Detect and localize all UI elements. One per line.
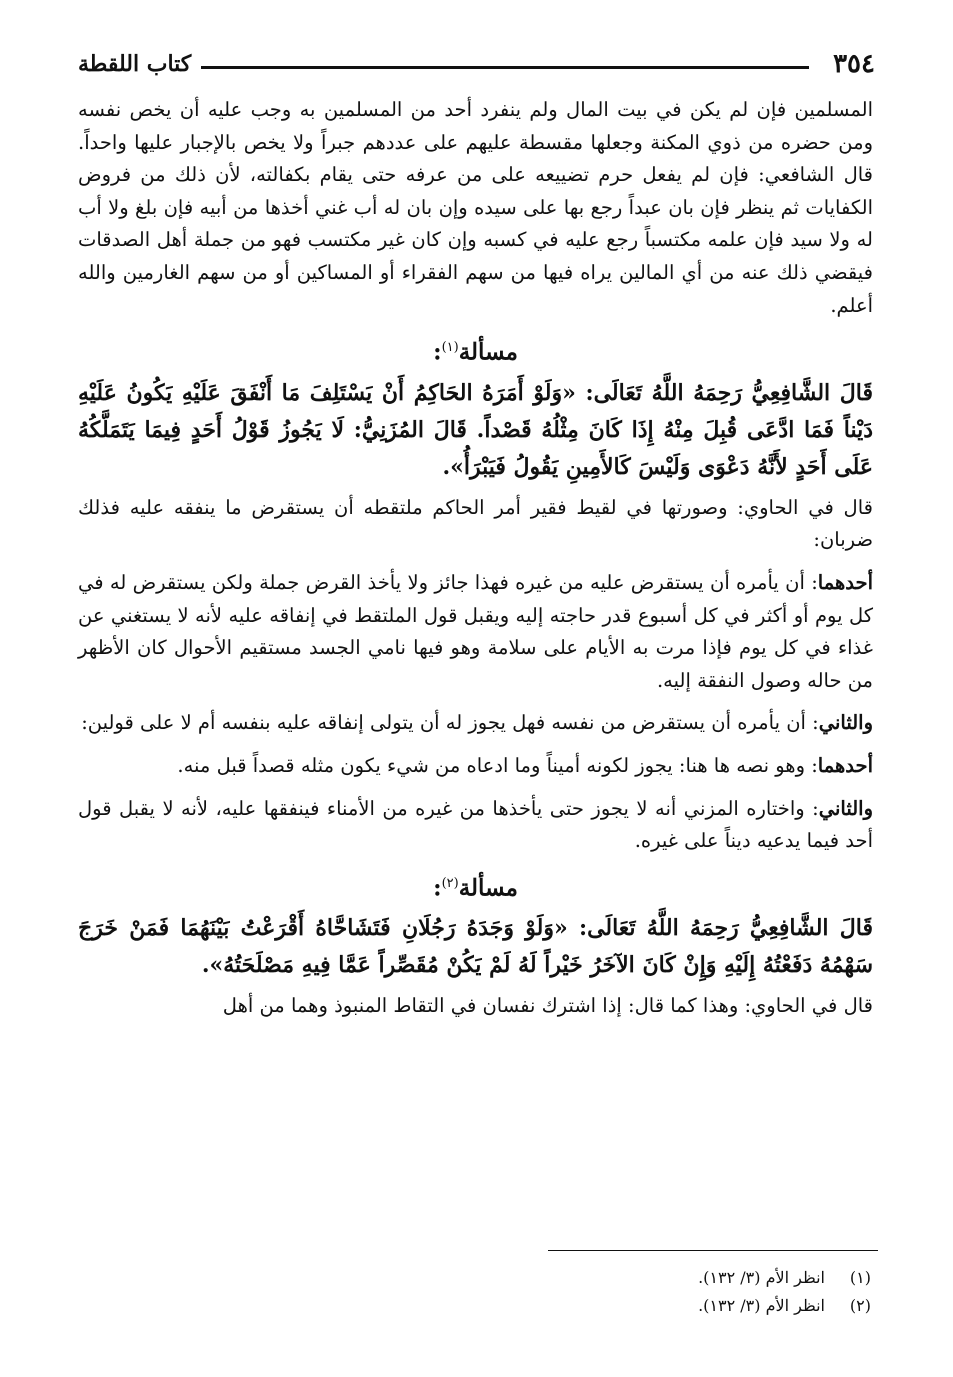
masala-2-colon: :	[433, 874, 442, 902]
footnote-number: (١)	[849, 1268, 871, 1287]
footnote-ref-2[interactable]: (٢)	[441, 875, 459, 891]
page-number: ٣٥٤	[833, 49, 875, 79]
paragraph-text: : أن يأمره أن يستقرض من نفسه فهل يجوز له أن يتولى إنفاقه عليه بنفسه أم لا على قولين:	[81, 711, 819, 735]
footnote-ref-1[interactable]: (١)	[441, 340, 459, 356]
paragraph-text: : وهو نصه ها هنا: يجوز لكونه أميناً وما ادعاه من شيء يكون مثله قصداً قبل منه.	[177, 753, 818, 777]
masala-2-paragraph-1: قال في الحاوي: وهذا كما قال: إذا اشترك نفسان في التقاط المنبوذ وهما من أهل	[222, 994, 873, 1018]
paragraph-lead: والثاني	[818, 711, 873, 735]
page-header	[78, 44, 875, 84]
masala-2-quote: قَالَ الشَّافِعِيُّ رَحِمَهُ اللَّهُ تَعَالَى: «وَلَوْ وَجَدَهُ رَجُلَانِ فَتَشَاحَّاهُ أَقْرَعْتُ بَيْنَهُمَا فَمَنْ خَرَجَ سَهْمُهُ دَفَعْتُهُ إِلَيْهِ وَإِنْ كَانَ الآخَرُ خَيْراً لَهُ لَمْ يَكُنْ مُقَصِّراً عَمَّا فِيهِ مَصْلَحَتُهُ».	[78, 915, 873, 979]
masala-1-paragraph-1: قال في الحاوي: وصورتها في لقيط فقير أمر الحاكم ملتقطه أن يستقرض ما ينفقه عليه فذلك ضربان:	[78, 495, 873, 552]
footnote-text: انظر الأم (٣/ ١٣٢).	[698, 1268, 825, 1287]
paragraph-text: : أن يأمره أن يستقرض عليه من غيره فهذا جائز ولا يأخذ القرض جملة ولكن يستقرض له في كل يوم أو أكثر في كل أسبوع قدر حاجته إليه ويقبل قول الملتقط في إنفاقه عليه لأنه لا يستغني عن غذاء في كل يوم فإذا مرت به الأيام على سلامة وهو فيها نامي الجسد مستقيم الأحوال كان الأظهر من حاله وصول النفقة إليه.	[78, 571, 873, 692]
paragraph-lead: أحدهما	[817, 753, 873, 777]
masala-1-paragraph-5	[78, 793, 873, 858]
masala-2-heading	[78, 862, 873, 911]
book-title: كتاب اللقطة	[78, 51, 192, 77]
footnote-number: (٢)	[849, 1296, 871, 1315]
footnote-divider	[548, 1250, 878, 1251]
masala-1-paragraph-4	[78, 750, 873, 783]
masala-2-title: مسألة	[458, 874, 518, 902]
footnote-2	[698, 1292, 871, 1320]
page-body	[78, 94, 873, 1023]
paragraph-lead: والثاني	[818, 796, 873, 820]
footnotes	[698, 1264, 871, 1320]
footnote-1	[698, 1264, 871, 1292]
header-rule	[201, 66, 809, 69]
masala-1-paragraph-3	[78, 707, 873, 740]
footnote-text: انظر الأم (٣/ ١٣٢).	[698, 1296, 825, 1315]
masala-1-quote: قَالَ الشَّافِعِيُّ رَحِمَهُ اللَّهُ تَعَالَى: «وَلَوْ أَمَرَهُ الحَاكِمُ أَنْ يَسْتَلِفَ مَا أَنْفَقَ عَلَيْهِ يَكُونُ عَلَيْهِ دَيْناً فَمَا ادَّعَى قُبِلَ مِنْهُ إِذَا كَانَ مِثْلُهُ قَصْداً. قَالَ المُزَنِيُّ: لَا يَجُوزُ قَوْلُ أَحَدٍ فِيمَا يَتَمَلَّكُهُ عَلَى أَحَدٍ لأَنَّهُ دَعْوَى وَلَيْسَ كَالأَمِينِ يَقُولُ فَيَبْرَأُ».	[78, 379, 873, 480]
paragraph-lead: أحدهما	[817, 571, 873, 594]
intro-paragraph: المسلمين فإن لم يكن في بيت المال ولم ينفرد أحد من المسلمين به وجب عليه أن يخص نفسه ومن حضره من ذوي المكنة وجعلها مقسطة عليهم على عددهم جبراً ولا يخص بالإجبار عليها واحداً. قال الشافعي: فإن لم يفعل حرم تضييعه على من عرفه حتى يقام بكفالته، لأن ذلك من فروض الكفايات ثم ينظر فإن بان عبداً رجع بها على سيده وإن بان له أب غني أخذها من أبيه فإن بلغ ولا أب له ولا سيد فإن علمه مكتسباً رجع عليه في كسبه وإن كان غير مكتسب فهو من جملة أهل الصدقات فيقضي ذلك عنه من أي المالين يراه فيها من سهم الفقراء أو المساكين أو من سهم الغارمين والله أعلم.	[78, 98, 873, 317]
masala-1-title: مسألة	[458, 338, 518, 366]
masala-1-paragraph-2	[78, 567, 873, 697]
masala-1-heading	[78, 326, 873, 375]
masala-1-colon: :	[433, 338, 442, 366]
paragraph-text: : واختاره المزني أنه لا يجوز حتى يأخذها من غيره من الأمناء فينفقها عليه، لأنه لا يقبل قول أحد فيما يدعيه ديناً على غيره.	[78, 796, 873, 853]
